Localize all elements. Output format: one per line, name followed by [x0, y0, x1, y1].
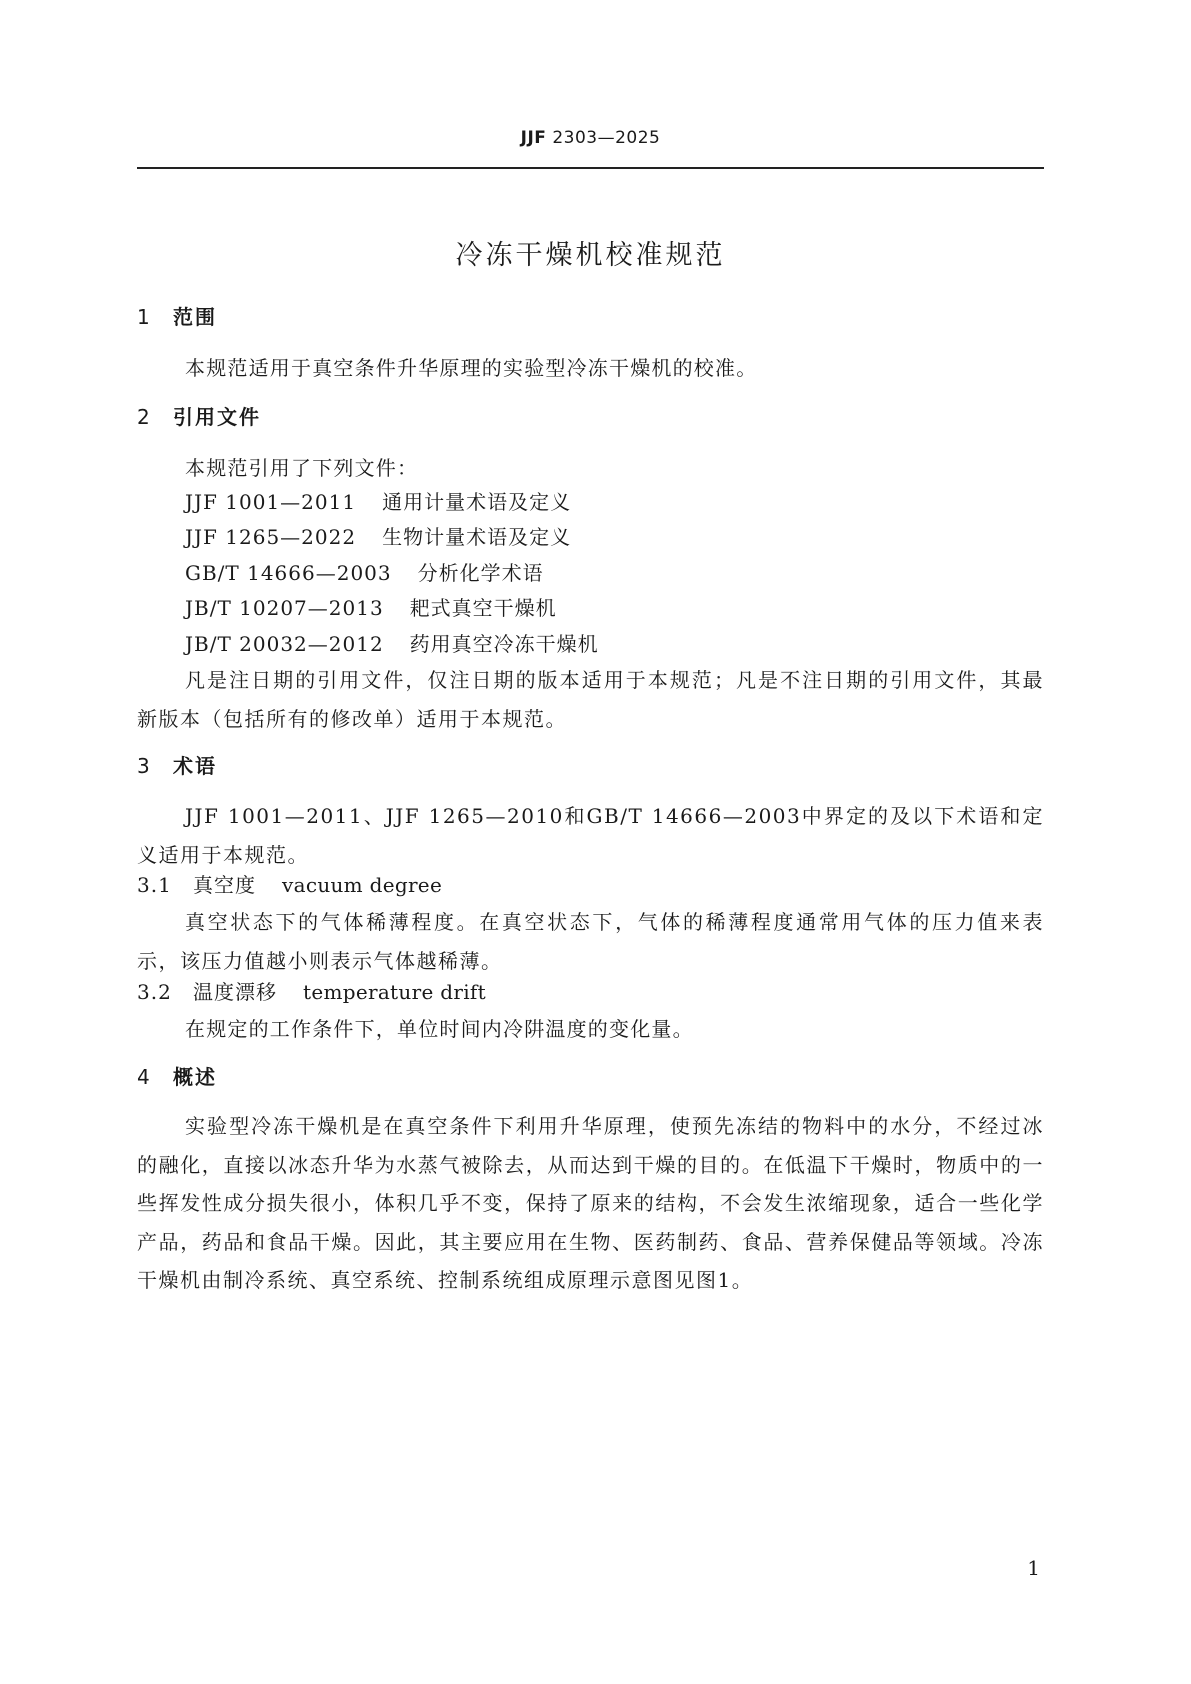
term-definition: 在规定的工作条件下，单位时间内冷阱温度的变化量。 — [185, 1017, 694, 1041]
page-number: 1 — [1027, 1556, 1040, 1580]
term-definition: 真空状态下的气体稀薄程度。在真空状态下，气体的稀薄程度通常用气体的压力值来表示，该压力值越小则表示气体越稀薄。 — [137, 910, 1044, 973]
running-header — [137, 128, 1044, 148]
references-note: 凡是注日期的引用文件，仅注日期的版本适用于本规范；凡是不注日期的引用文件，其最新版本（包括所有的修改单）适用于本规范。 — [137, 668, 1044, 731]
section-number: 2 — [137, 405, 152, 429]
reference-item — [185, 490, 571, 514]
section-number: 1 — [137, 305, 152, 329]
section-1-text: 本规范适用于真空条件升华原理的实验型冷冻干燥机的校准。 — [185, 356, 758, 380]
term-number: 3.2 — [137, 980, 172, 1004]
terms-intro: JJF 1001—2011、JJF 1265—2010和GB/T 14666—2003中界定的及以下术语和定义适用于本规范。 — [137, 804, 1044, 867]
section-number: 4 — [137, 1065, 152, 1089]
reference-item — [185, 596, 557, 620]
reference-item — [185, 525, 571, 549]
section-title: 范围 — [173, 305, 217, 329]
term-entry — [137, 980, 486, 1004]
section-title: 概述 — [173, 1065, 217, 1089]
standard-code: JJF — [520, 128, 547, 148]
reference-item — [185, 561, 544, 585]
reference-title: 耙式真空干燥机 — [409, 596, 557, 620]
reference-title: 分析化学术语 — [417, 561, 544, 585]
reference-code: GB/T 14666—2003 — [185, 561, 392, 585]
term-chinese: 温度漂移 — [193, 980, 277, 1004]
reference-title: 通用计量术语及定义 — [382, 490, 572, 514]
section-2-heading — [137, 405, 261, 429]
references-intro: 本规范引用了下列文件： — [185, 456, 419, 480]
standard-number: 2303—2025 — [552, 128, 661, 148]
section-title: 引用文件 — [173, 405, 261, 429]
section-4-heading — [137, 1065, 217, 1089]
overview-paragraph: 实验型冷冻干燥机是在真空条件下利用升华原理，使预先冻结的物料中的水分，不经过冰的融化，直接以冰态升华为水蒸气被除去，从而达到干燥的目的。在低温下干燥时，物质中的一些挥发性成分损失很小，体积几乎不变，保持了原来的结构，不会发生浓缩现象，适合一些化学产品，药品和食品干燥。因此，其主要应用在生物、医药制药、食品、营养保健品等领域。冷冻干燥机由制冷系统、真空系统、控制系统组成原理示意图见图1。 — [137, 1114, 1044, 1292]
reference-code: JB/T 10207—2013 — [185, 596, 384, 620]
reference-title: 药用真空冷冻干燥机 — [409, 632, 599, 656]
header-rule — [137, 167, 1044, 169]
section-1-heading — [137, 305, 217, 329]
document-title: 冷冻干燥机校准规范 — [455, 240, 726, 271]
term-chinese: 真空度 — [193, 873, 256, 897]
reference-code: JB/T 20032—2012 — [185, 632, 384, 656]
term-number: 3.1 — [137, 873, 172, 897]
term-entry — [137, 873, 442, 897]
reference-code: JJF 1001—2011 — [185, 490, 357, 514]
section-3-heading — [137, 754, 217, 778]
section-number: 3 — [137, 754, 152, 778]
term-english: temperature drift — [303, 980, 486, 1004]
term-english: vacuum degree — [282, 873, 443, 897]
reference-item — [185, 632, 599, 656]
section-title: 术语 — [173, 754, 217, 778]
reference-title: 生物计量术语及定义 — [382, 525, 572, 549]
reference-code: JJF 1265—2022 — [185, 525, 357, 549]
